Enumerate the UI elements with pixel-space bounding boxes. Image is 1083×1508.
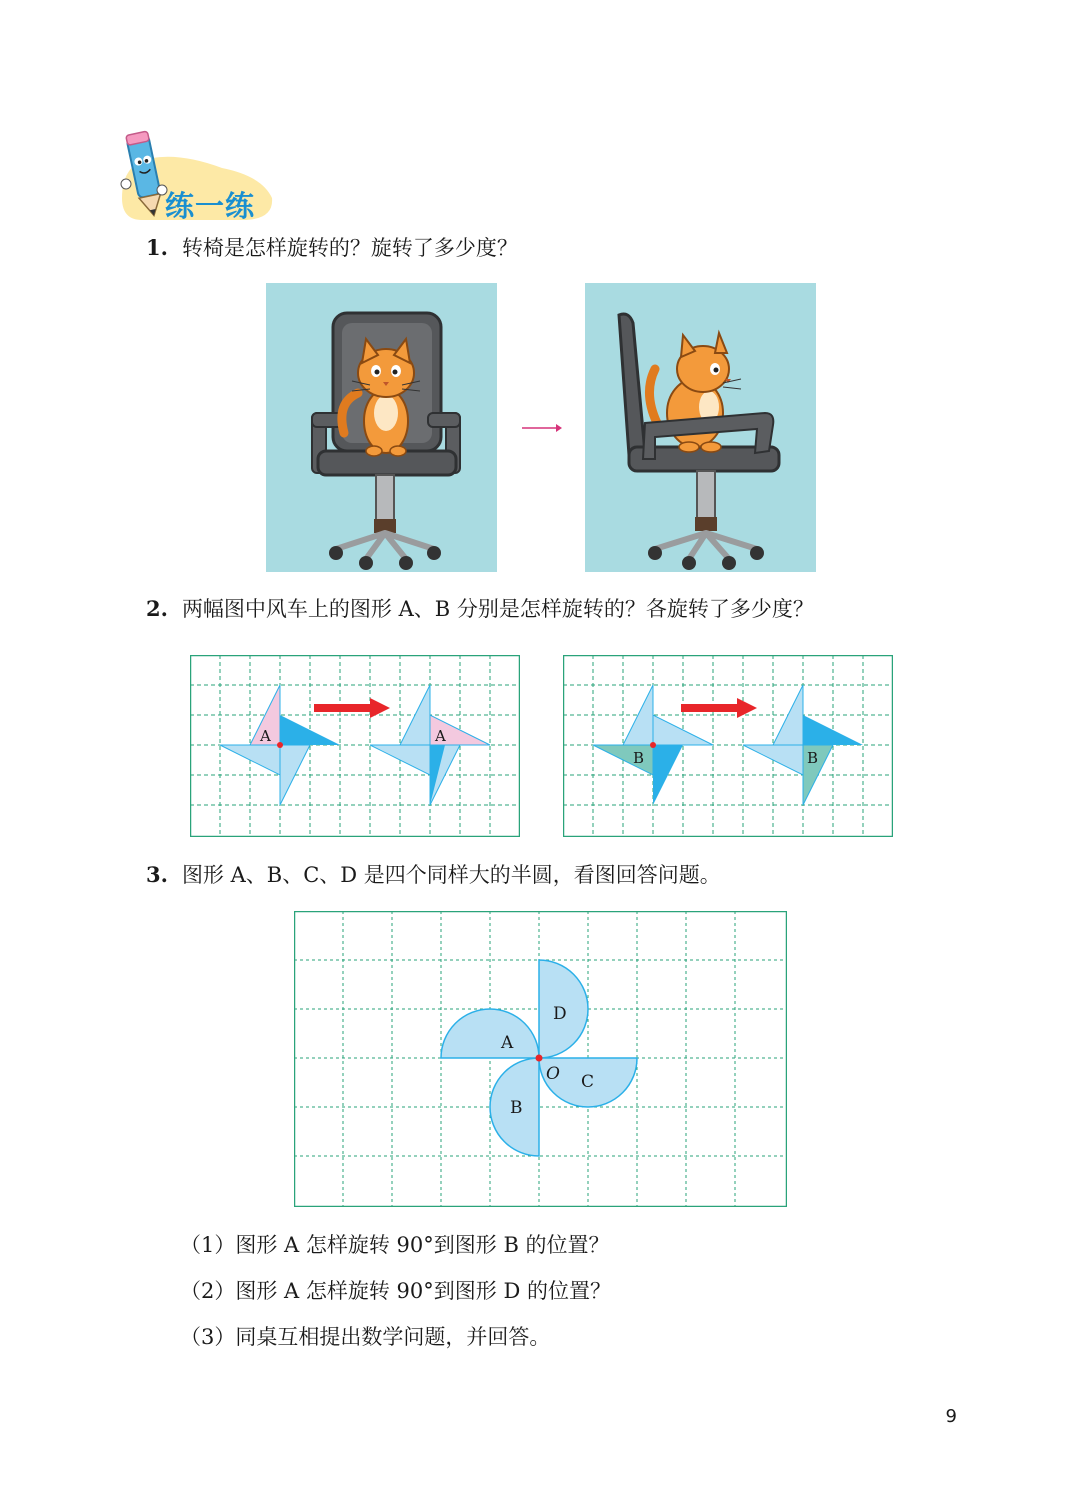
shape-label-b-rotated: B: [807, 749, 819, 767]
shape-label-b: B: [633, 749, 645, 767]
label-o: O: [546, 1064, 560, 1084]
question-number: 2.: [146, 596, 168, 621]
question-2: [146, 594, 814, 624]
subquestion-1: （1）图形 A 怎样旋转 90°到图形 B 的位置？: [180, 1233, 610, 1257]
semicircle-grid: [294, 911, 787, 1207]
arrow-icon: [520, 420, 564, 439]
label-d: D: [553, 1004, 567, 1024]
chair-front-image: [266, 283, 497, 572]
label-b: B: [510, 1098, 523, 1118]
label-c: C: [581, 1072, 595, 1092]
question-1: [146, 233, 518, 263]
question-3: [146, 860, 721, 890]
question-text: 转椅是怎样旋转的？旋转了多少度？: [181, 236, 518, 260]
section-title: 练一练: [165, 189, 256, 223]
question-text: 两幅图中风车上的图形 A、B 分别是怎样旋转的？各旋转了多少度？: [181, 597, 814, 621]
page-number: 9: [945, 1406, 957, 1427]
shape-label-a-rotated: A: [435, 727, 446, 745]
chair-side-image: [585, 283, 816, 572]
label-a: A: [501, 1033, 514, 1053]
question-number: 3.: [146, 862, 168, 887]
question-text: 图形 A、B、C、D 是四个同样大的半圆，看图回答问题。: [181, 863, 721, 887]
windmill-grid-b: [563, 655, 893, 837]
subquestion-2: （2）图形 A 怎样旋转 90°到图形 D 的位置？: [180, 1279, 611, 1303]
shape-label-a: A: [260, 727, 271, 745]
windmill-grid-a: [190, 655, 520, 837]
subquestion-3: （3）同桌互相提出数学问题，并回答。: [180, 1325, 551, 1349]
question-number: 1.: [146, 235, 168, 260]
